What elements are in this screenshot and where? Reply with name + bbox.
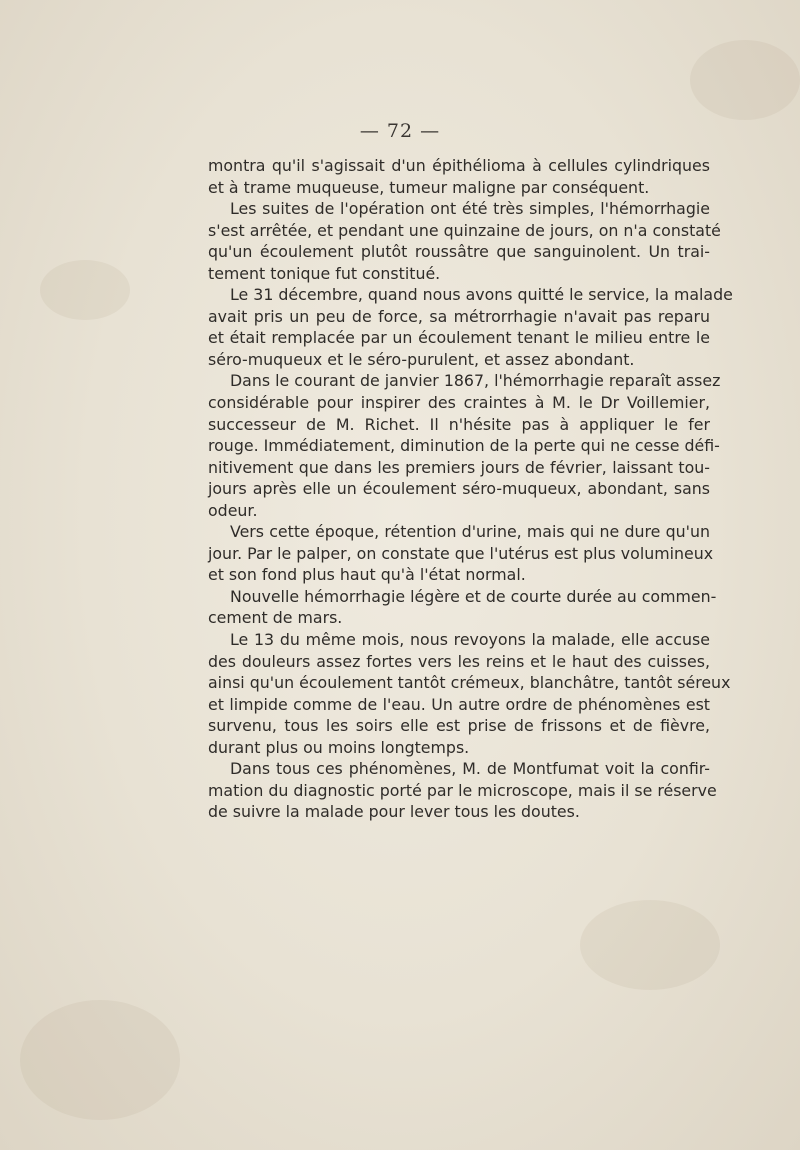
text-line: de suivre la malade pour lever tous les doutes.	[208, 802, 580, 822]
text-line: successeur de M. Richet. Il n'hésite pas à appliquer le fer	[208, 414, 710, 434]
text-line: cement de mars.	[208, 608, 343, 628]
text-line: rouge. Immédiatement, diminution de la perte qui ne cesse défi-	[208, 436, 720, 456]
text-line: considérable pour inspirer des craintes à M. le Dr Voillemier,	[208, 393, 710, 413]
text-line: Le 31 décembre, quand nous avons quitté le service, la malade	[230, 285, 733, 305]
text-line: mation du diagnostic porté par le microscope, mais il se réserve	[208, 780, 717, 800]
text-line: et à trame muqueuse, tumeur maligne par conséquent.	[208, 177, 650, 197]
text-line: jour. Par le palper, on constate que l'utérus est plus volumineux	[208, 543, 714, 563]
text-line: et limpide comme de l'eau. Un autre ordre de phénomènes est	[208, 694, 710, 714]
text-line: des douleurs assez fortes vers les reins et le haut des cuisses,	[208, 651, 710, 671]
text-line: séro-muqueux et le séro-purulent, et assez abondant.	[208, 349, 635, 369]
text-line: Dans le courant de janvier 1867, l'hémorrhagie reparaît assez	[230, 371, 721, 391]
text-line: avait pris un peu de force, sa métrorrhagie n'avait pas reparu	[208, 306, 710, 326]
page-number: — 72 —	[359, 120, 441, 142]
text-line: qu'un écoulement plutôt roussâtre que sanguinolent. Un trai-	[208, 242, 710, 262]
text-line: Dans tous ces phénomènes, M. de Montfumat voit la confir-	[230, 759, 710, 779]
text-line: et son fond plus haut qu'à l'état normal.	[208, 565, 526, 585]
text-line: montra qu'il s'agissait d'un épithélioma à cellules cylindriques	[208, 156, 710, 175]
text-line: tement tonique fut constitué.	[208, 263, 441, 283]
paper-stain	[690, 40, 800, 120]
text-line: s'est arrêtée, et pendant une quinzaine de jours, on n'a constaté	[208, 220, 721, 240]
text-line: survenu, tous les soirs elle est prise de frissons et de fièvre,	[208, 716, 710, 736]
text-line: Vers cette époque, rétention d'urine, mais qui ne dure qu'un	[230, 522, 710, 542]
text-line: et était remplacée par un écoulement tenant le milieu entre le	[208, 328, 710, 348]
text-line: durant plus ou moins longtemps.	[208, 737, 470, 757]
text-line: jours après elle un écoulement séro-muqueux, abondant, sans	[208, 479, 710, 499]
text-line: Le 13 du même mois, nous revoyons la malade, elle accuse	[230, 630, 710, 650]
body-text	[208, 155, 733, 823]
text-line: ainsi qu'un écoulement tantôt crémeux, blanchâtre, tantôt séreux	[208, 673, 731, 693]
paper-stain	[40, 260, 130, 320]
paper-stain	[580, 900, 720, 990]
paper-stain	[20, 1000, 180, 1120]
text-line: Les suites de l'opération ont été très simples, l'hémorrhagie	[230, 199, 710, 219]
text-line: nitivement que dans les premiers jours de février, laissant tou-	[208, 457, 710, 477]
text-line: odeur.	[208, 500, 258, 520]
text-line: Nouvelle hémorrhagie légère et de courte durée au commen-	[230, 586, 717, 606]
